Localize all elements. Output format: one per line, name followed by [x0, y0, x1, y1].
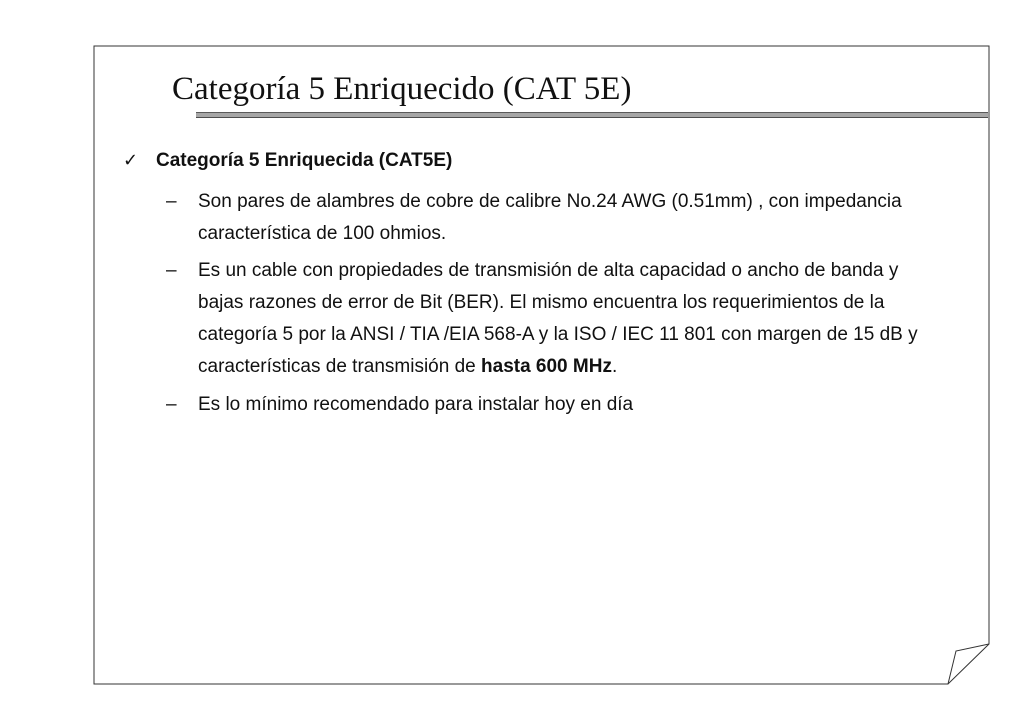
- dash-marker: –: [166, 394, 177, 415]
- list-item-text-tail: .: [611, 356, 618, 377]
- dash-marker: –: [166, 260, 177, 281]
- list-item: [166, 186, 946, 250]
- list-item-text: Es lo mínimo recomendado para instalar hoy en día: [198, 394, 634, 415]
- list-item: [166, 389, 946, 421]
- dash-marker: –: [166, 191, 177, 212]
- list-item: [166, 255, 946, 383]
- list-item-text: [198, 255, 946, 383]
- checkmark-icon: ✓: [123, 150, 139, 170]
- list-item-text-main: Es un cable con propiedades de transmisión de alta capacidad o ancho de banda y bajas razones de error de Bit (BER). El mismo encuentra los requerimientos de la categoría 5 por la ANSI / TIA /EIA 568-A y la ISO / IEC 11 801 con margen de 15 dB y características de transmisión de: [198, 260, 918, 377]
- list-item-emphasis: hasta 600 MHz: [481, 356, 612, 377]
- slide-title: Categoría 5 Enriquecido (CAT 5E): [172, 71, 632, 107]
- bullet-heading: Categoría 5 Enriquecida (CAT5E): [156, 150, 453, 171]
- list-item-text: Son pares de alambres de cobre de calibre No.24 AWG (0.51mm) , con impedancia característica de 100 ohmios.: [198, 191, 902, 244]
